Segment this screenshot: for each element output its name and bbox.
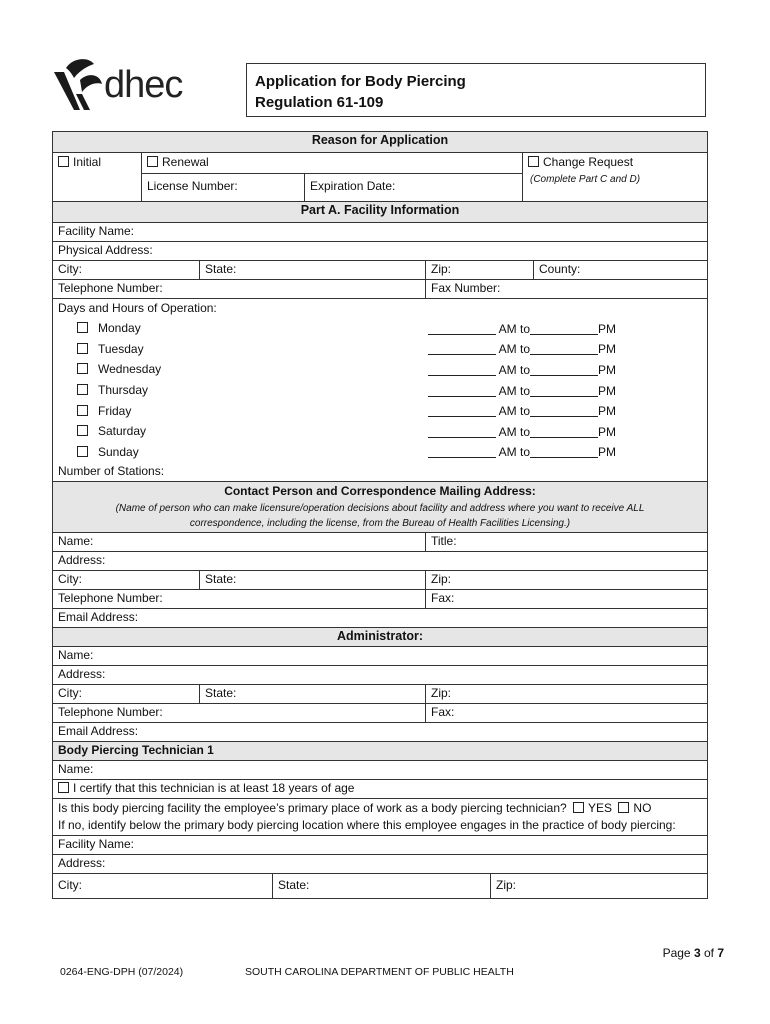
hours-block bbox=[53, 299, 707, 482]
phone-fax-row bbox=[53, 280, 707, 299]
contact-address-label: Address: bbox=[58, 553, 106, 568]
open-time-field[interactable] bbox=[428, 403, 496, 417]
page-number: Page 3 of 7 bbox=[662, 946, 724, 960]
renewal-checkbox[interactable] bbox=[147, 156, 158, 167]
dhec-leaf-icon bbox=[50, 54, 110, 116]
days-list bbox=[53, 318, 707, 462]
close-time-field[interactable] bbox=[530, 362, 598, 376]
contact-heading-block bbox=[53, 482, 707, 533]
change-request-checkbox[interactable] bbox=[528, 156, 539, 167]
day-label: Monday bbox=[98, 321, 141, 336]
technician-certify-row bbox=[53, 780, 707, 799]
license-number-field[interactable]: License Number: bbox=[147, 179, 238, 193]
day-checkbox[interactable] bbox=[77, 363, 88, 374]
technician-name-label: Name: bbox=[58, 762, 94, 777]
contact-heading: Contact Person and Correspondence Mailing Address: bbox=[224, 484, 536, 499]
day-label: Saturday bbox=[98, 424, 147, 439]
days-hours-label: Days and Hours of Operation: bbox=[58, 301, 217, 315]
admin-city-row bbox=[53, 685, 707, 704]
tech-facility-name-label: Facility Name: bbox=[58, 837, 135, 852]
day-label: Tuesday bbox=[98, 341, 144, 356]
zip-field[interactable]: Zip: bbox=[425, 261, 533, 279]
admin-telephone-field[interactable]: Telephone Number: bbox=[58, 705, 163, 720]
admin-zip-field[interactable]: Zip: bbox=[425, 685, 707, 703]
if-no-instruction: If no, identify below the primary body piercing location where this employee engages in the practice of body piercing: bbox=[58, 818, 676, 833]
contact-zip-field[interactable]: Zip: bbox=[425, 571, 707, 589]
change-request-option[interactable]: Change Request bbox=[528, 154, 702, 171]
reason-row bbox=[53, 153, 707, 202]
day-checkbox[interactable] bbox=[77, 425, 88, 436]
day-checkbox[interactable] bbox=[77, 446, 88, 457]
primary-question: Is this body piercing facility the employee’s primary place of work as a body piercing technician? YES NO bbox=[58, 801, 652, 816]
change-request-block bbox=[522, 153, 707, 201]
tech-facility-name-row[interactable] bbox=[53, 836, 707, 855]
day-row-thursday bbox=[53, 380, 707, 401]
no-checkbox[interactable] bbox=[618, 802, 629, 813]
day-hours: AM to PM bbox=[428, 321, 616, 336]
admin-phone-row bbox=[53, 704, 707, 723]
title-line-2: Regulation 61-109 bbox=[255, 94, 384, 111]
city-state-zip-row bbox=[53, 261, 707, 280]
tech-state-field[interactable]: State: bbox=[272, 874, 490, 898]
title-line-1: Application for Body Piercing bbox=[255, 73, 466, 90]
reason-heading: Reason for Application bbox=[53, 132, 707, 153]
city-field[interactable]: City: bbox=[58, 262, 82, 276]
day-hours: AM to PM bbox=[428, 362, 616, 377]
application-form bbox=[52, 131, 708, 899]
close-time-field[interactable] bbox=[530, 424, 598, 438]
close-time-field[interactable] bbox=[530, 403, 598, 417]
stations-field[interactable]: Number of Stations: bbox=[58, 464, 165, 479]
admin-email-row[interactable] bbox=[53, 723, 707, 742]
physical-address-label: Physical Address: bbox=[58, 243, 153, 257]
tech-city-row bbox=[53, 874, 707, 899]
open-time-field[interactable] bbox=[428, 321, 496, 335]
renewal-block bbox=[141, 153, 522, 201]
contact-state-field[interactable]: State: bbox=[199, 571, 425, 589]
close-time-field[interactable] bbox=[530, 444, 598, 458]
day-checkbox[interactable] bbox=[77, 384, 88, 395]
admin-name-label: Name: bbox=[58, 648, 94, 663]
day-row-tuesday bbox=[53, 339, 707, 360]
admin-email-label: Email Address: bbox=[58, 724, 139, 739]
day-label: Thursday bbox=[98, 383, 149, 398]
telephone-field[interactable]: Telephone Number: bbox=[58, 281, 163, 295]
close-time-field[interactable] bbox=[530, 383, 598, 397]
state-field[interactable]: State: bbox=[199, 261, 425, 279]
contact-city-field[interactable]: City: bbox=[58, 572, 82, 587]
part-a-heading: Part A. Facility Information bbox=[53, 202, 707, 223]
administrator-heading: Administrator: bbox=[53, 628, 707, 647]
tech-address-label: Address: bbox=[58, 856, 106, 871]
admin-address-row[interactable] bbox=[53, 666, 707, 685]
admin-fax-field[interactable]: Fax: bbox=[425, 704, 707, 722]
dhec-logo bbox=[50, 54, 195, 116]
close-time-field[interactable] bbox=[530, 341, 598, 355]
contact-fax-field[interactable]: Fax: bbox=[425, 590, 707, 608]
contact-title-field[interactable]: Title: bbox=[425, 533, 707, 551]
day-row-sunday bbox=[53, 442, 707, 463]
open-time-field[interactable] bbox=[428, 424, 496, 438]
tech-address-row[interactable] bbox=[53, 855, 707, 874]
fax-field[interactable]: Fax Number: bbox=[425, 280, 707, 298]
renewal-option[interactable]: Renewal bbox=[142, 153, 522, 173]
day-hours: AM to PM bbox=[428, 444, 616, 459]
admin-name-row[interactable] bbox=[53, 647, 707, 666]
document-title bbox=[246, 63, 706, 117]
contact-note: (Name of person who can make licensure/operation decisions about facility and address where you want to receive ALL correspondence, including the license, from the Bureau of Health Facilities Licensing.) bbox=[115, 503, 645, 530]
contact-email-label: Email Address: bbox=[58, 610, 139, 625]
day-checkbox[interactable] bbox=[77, 405, 88, 416]
day-hours: AM to PM bbox=[428, 424, 616, 439]
day-row-saturday bbox=[53, 421, 707, 442]
open-time-field[interactable] bbox=[428, 383, 496, 397]
day-hours: AM to PM bbox=[428, 341, 616, 356]
day-label: Sunday bbox=[98, 444, 139, 459]
facility-name-row[interactable] bbox=[53, 223, 707, 242]
admin-address-label: Address: bbox=[58, 667, 106, 682]
physical-address-row[interactable] bbox=[53, 242, 707, 261]
contact-phone-row bbox=[53, 590, 707, 609]
change-request-note: (Complete Part C and D) bbox=[530, 174, 641, 185]
contact-city-row bbox=[53, 571, 707, 590]
facility-name-label: Facility Name: bbox=[58, 224, 135, 238]
yes-checkbox[interactable] bbox=[573, 802, 584, 813]
day-row-wednesday bbox=[53, 359, 707, 380]
tech-city-field[interactable]: City: bbox=[58, 878, 82, 893]
logo-wordmark: dhec bbox=[104, 64, 183, 106]
form-code: 0264-ENG-DPH (07/2024) bbox=[60, 966, 184, 978]
open-time-field[interactable] bbox=[428, 341, 496, 355]
tech-zip-field[interactable]: Zip: bbox=[490, 874, 707, 898]
initial-checkbox[interactable] bbox=[58, 156, 69, 167]
expiration-date-field[interactable]: Expiration Date: bbox=[304, 174, 522, 201]
admin-city-field[interactable]: City: bbox=[58, 686, 82, 701]
day-checkbox[interactable] bbox=[77, 343, 88, 354]
contact-name-field[interactable]: Name: bbox=[58, 534, 94, 549]
day-label: Wednesday bbox=[98, 362, 162, 377]
primary-location-block bbox=[53, 799, 707, 836]
contact-address-row[interactable] bbox=[53, 552, 707, 571]
certify-checkbox[interactable] bbox=[58, 782, 69, 793]
day-row-monday bbox=[53, 318, 707, 339]
county-field[interactable]: County: bbox=[533, 261, 707, 279]
technician-name-row[interactable] bbox=[53, 761, 707, 780]
day-checkbox[interactable] bbox=[77, 322, 88, 333]
day-hours: AM to PM bbox=[428, 403, 616, 418]
certify-option[interactable]: I certify that this technician is at least 18 years of age bbox=[53, 780, 359, 798]
contact-name-row bbox=[53, 533, 707, 552]
initial-option[interactable]: Initial bbox=[53, 153, 141, 201]
open-time-field[interactable] bbox=[428, 444, 496, 458]
contact-telephone-field[interactable]: Telephone Number: bbox=[58, 591, 163, 606]
department-name: SOUTH CAROLINA DEPARTMENT OF PUBLIC HEALTH bbox=[245, 966, 514, 978]
day-label: Friday bbox=[98, 403, 132, 418]
admin-state-field[interactable]: State: bbox=[199, 685, 425, 703]
day-row-friday bbox=[53, 400, 707, 421]
day-hours: AM to PM bbox=[428, 383, 616, 398]
technician-heading: Body Piercing Technician 1 bbox=[53, 742, 707, 761]
contact-email-row[interactable] bbox=[53, 609, 707, 628]
close-time-field[interactable] bbox=[530, 321, 598, 335]
open-time-field[interactable] bbox=[428, 362, 496, 376]
